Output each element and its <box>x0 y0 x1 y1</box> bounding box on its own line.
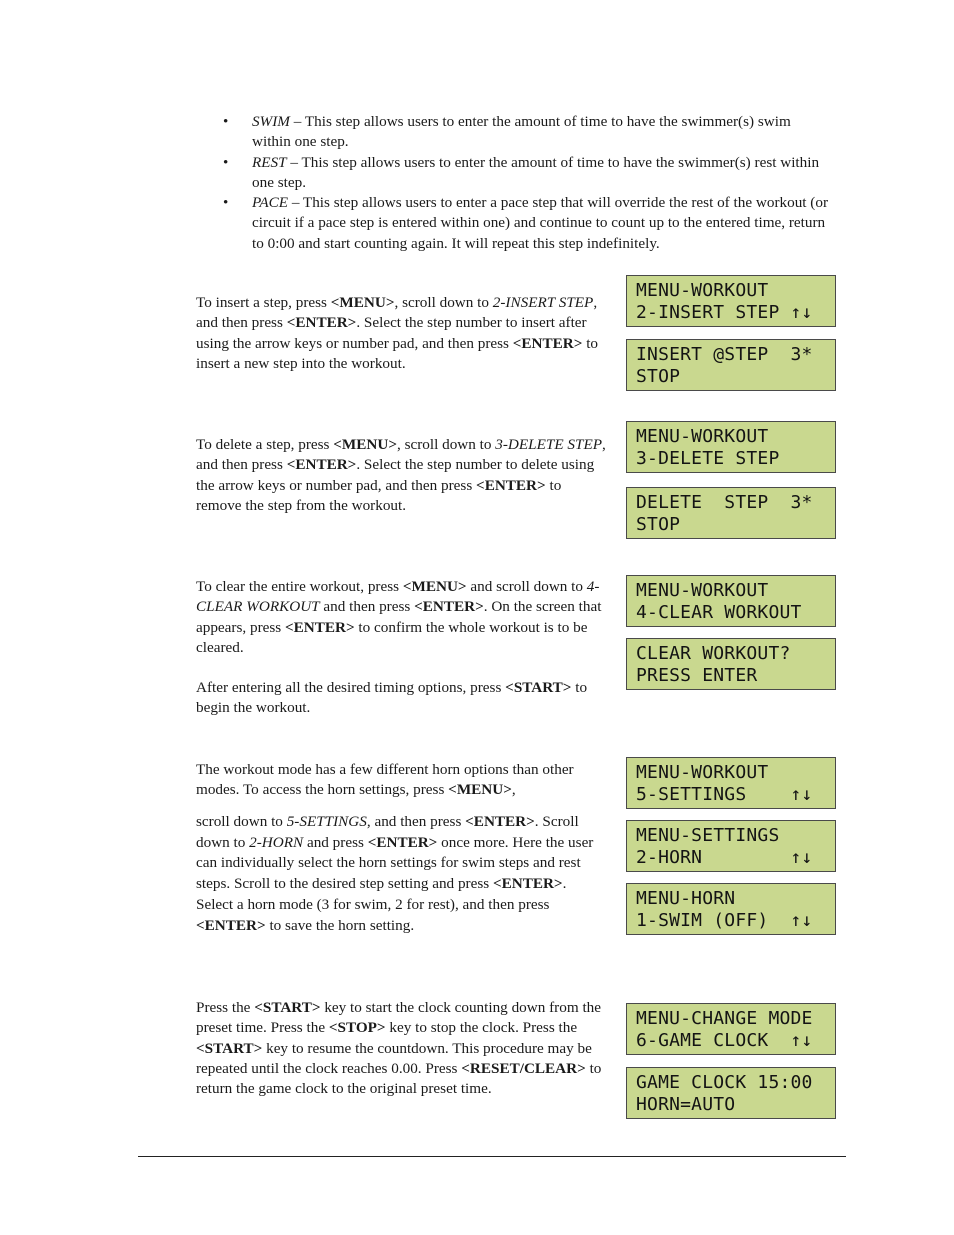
lcd-game-clock: GAME CLOCK 15:00 HORN=AUTO <box>626 1067 836 1119</box>
bullet-pace: • PACE – This step allows users to enter a pace step that will override the rest of the workout (or circuit if a pace step is entered within one) and continue to count up to the entered time, return to 0:00 and start counting again. It will repeat this step indefinitely. <box>223 194 829 252</box>
start-workout-paragraph: After entering all the desired timing options, press <START> to begin the workout. <box>196 679 588 717</box>
insert-step-paragraph: To insert a step, press <MENU>, scroll down to 2-INSERT STEP, and then press <ENTER>. Select the step number to insert after using the arrow keys or number pad, and then press <ENTER> to insert a new step into the workout. <box>196 294 599 372</box>
footer-divider <box>138 1156 846 1157</box>
bullet-rest: • REST – This step allows users to enter the amount of time to have the swimmer(s) rest within one step. <box>223 153 820 191</box>
lcd-delete-step: DELETE STEP 3* STOP <box>626 487 836 539</box>
horn-settings-paragraph: scroll down to 5-SETTINGS, and then press <ENTER>. Scroll down to 2-HORN and press <ENTER> once more. Here the user can individually select the horn settings for swim steps and rest steps. Scroll to the desired step setting and press <ENTER>. Select a horn mode (3 for swim, 2 for rest), and then press <ENTER> to save the horn setting. <box>196 813 594 934</box>
delete-step-paragraph: To delete a step, press <MENU>, scroll down to 3-DELETE STEP, and then press <ENTER>. Select the step number to delete using the arrow keys or number pad, and then press <ENTER> to remove the step from the workout. <box>196 436 606 514</box>
bullet-dot-icon: • <box>223 153 229 171</box>
bullet-dot-icon: • <box>223 113 229 130</box>
clear-workout-paragraph: To clear the entire workout, press <MENU> and scroll down to 4-CLEAR WORKOUT and then press <ENTER>. On the screen that appears, press <ENTER> to confirm the whole workout is to be cleared. <box>196 578 602 656</box>
lcd-menu-horn-swim: MENU-HORN 1-SWIM (OFF) ↑↓ <box>626 883 836 935</box>
lcd-menu-settings-horn: MENU-SETTINGS 2-HORN ↑↓ <box>626 820 836 872</box>
bullet-swim: • SWIM – This step allows users to enter the amount of time to have the swimmer(s) swim within one step. <box>223 113 791 151</box>
lcd-menu-workout-settings: MENU-WORKOUT 5-SETTINGS ↑↓ <box>626 757 836 809</box>
game-clock-paragraph: Press the <START> key to start the clock counting down from the preset time. Press the <STOP> key to stop the clock. Press the <START> key to resume the countdown. This procedure may be repeated until the clock reaches 0.00. Press <RESET/CLEAR> to return the game clock to the original preset time. <box>196 999 602 1098</box>
lcd-menu-workout-clear: MENU-WORKOUT 4-CLEAR WORKOUT <box>626 575 836 627</box>
horn-intro-paragraph: The workout mode has a few different horn options than other modes. To access the horn settings, press <MENU>, <box>196 761 574 799</box>
lcd-change-mode-game-clock: MENU-CHANGE MODE 6-GAME CLOCK ↑↓ <box>626 1003 836 1055</box>
lcd-menu-workout-delete: MENU-WORKOUT 3-DELETE STEP <box>626 421 836 473</box>
bullet-dot-icon: • <box>223 194 229 212</box>
step-type-list <box>222 112 832 254</box>
lcd-menu-workout-insert: MENU-WORKOUT 2-INSERT STEP ↑↓ <box>626 275 836 327</box>
lcd-insert-step: INSERT @STEP 3* STOP <box>626 339 836 391</box>
lcd-clear-workout: CLEAR WORKOUT? PRESS ENTER <box>626 638 836 690</box>
